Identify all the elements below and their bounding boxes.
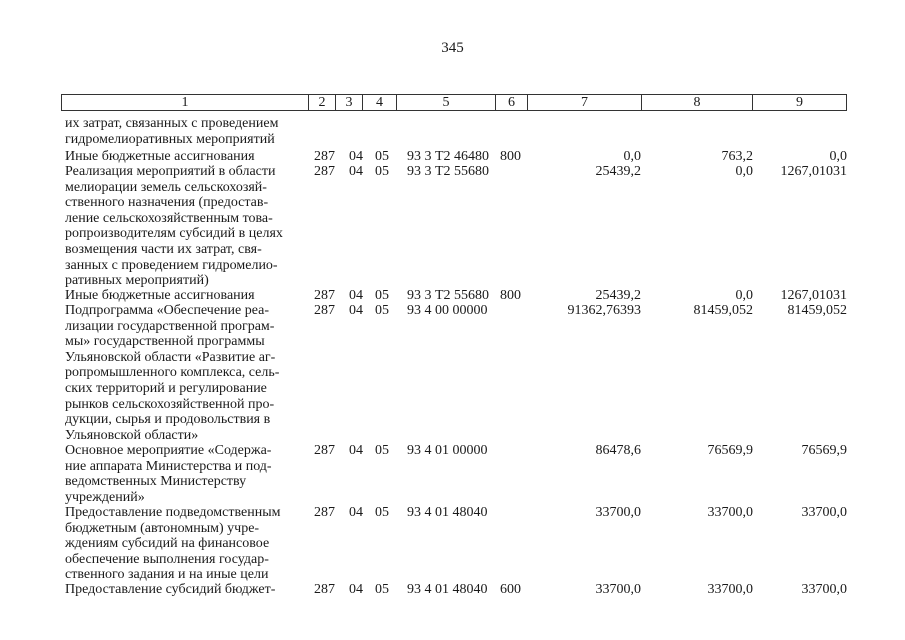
cell-amount-col8: 33700,0	[707, 505, 753, 520]
description-line: ропромышленного комплекса, сель-	[65, 365, 280, 381]
description-line: учреждений»	[65, 489, 145, 505]
cell-subsection: 05	[375, 303, 389, 318]
cell-subsection: 05	[375, 582, 389, 597]
description-line: лизации государственной програм-	[65, 318, 275, 334]
row-description	[65, 164, 303, 289]
description-line: Основное мероприятие «Содержа-	[65, 443, 272, 458]
cell-expense-type: 800	[500, 288, 521, 303]
row-description	[65, 505, 303, 583]
description-line: Ульяновской области «Развитие аг-	[65, 349, 276, 365]
cell-amount-col8: 763,2	[721, 149, 753, 164]
description-line: занных с проведением гидромелио-	[65, 257, 278, 273]
cell-amount-col8: 0,0	[735, 288, 753, 303]
cell-amount-col9: 33700,0	[801, 582, 847, 597]
description-line: возмещения части их затрат, свя-	[65, 241, 262, 257]
cell-amount-col9: 33700,0	[801, 505, 847, 520]
description-line: мы» государственной программы	[65, 334, 265, 350]
cell-amount-col8: 0,0	[735, 164, 753, 179]
cell-expense-type: 600	[500, 582, 521, 597]
cell-section: 04	[349, 582, 363, 597]
cell-chapter: 287	[314, 164, 335, 179]
row-description	[65, 303, 303, 443]
cell-chapter: 287	[314, 582, 335, 597]
cell-amount-col8: 76569,9	[707, 443, 753, 458]
row-description	[65, 288, 303, 304]
cell-amount-col8: 33700,0	[707, 582, 753, 597]
description-line: ративных мероприятий)	[65, 273, 209, 289]
description-line: Предоставление подведомственным	[65, 505, 281, 520]
description-line: дукции, сырья и продовольствия в	[65, 412, 271, 428]
description-line: гидромелиоративных мероприятий	[65, 131, 275, 147]
cell-subsection: 05	[375, 149, 389, 164]
cell-target-article: 93 3 Т2 46480	[407, 149, 490, 164]
column-header-6: 6	[496, 95, 528, 110]
description-line: рынков сельскохозяйственной про-	[65, 396, 275, 412]
column-header-7: 7	[528, 95, 642, 110]
cell-target-article: 93 4 01 00000	[407, 443, 488, 458]
description-line: ропроизводителям субсидий в целях	[65, 226, 283, 242]
cell-chapter: 287	[314, 303, 335, 318]
cell-amount-col7: 0,0	[623, 149, 641, 164]
cell-amount-col9: 1267,01031	[780, 288, 847, 303]
description-line: Иные бюджетные ассигнования	[65, 288, 255, 303]
description-line: ление сельскохозяйственным това-	[65, 210, 273, 226]
description-line: ских территорий и регулирование	[65, 380, 267, 396]
description-line: ственного задания и на иные цели	[65, 567, 269, 583]
cell-section: 04	[349, 288, 363, 303]
cell-amount-col9: 0,0	[829, 149, 847, 164]
row-description	[65, 443, 303, 505]
cell-amount-col7: 33700,0	[595, 505, 641, 520]
column-header-2: 2	[309, 95, 336, 110]
cell-target-article: 93 4 01 48040	[407, 505, 488, 520]
description-line: обеспечение выполнения государ-	[65, 551, 269, 567]
table-header	[61, 94, 847, 111]
column-header-8: 8	[642, 95, 753, 110]
cell-section: 04	[349, 164, 363, 179]
cell-section: 04	[349, 443, 363, 458]
cell-amount-col7: 25439,2	[595, 164, 641, 179]
description-line: ственного назначения (предостав-	[65, 195, 269, 211]
cell-section: 04	[349, 149, 363, 164]
cell-subsection: 05	[375, 288, 389, 303]
row-description	[65, 116, 303, 147]
column-header-4: 4	[363, 95, 397, 110]
cell-expense-type: 800	[500, 149, 521, 164]
column-header-5: 5	[397, 95, 496, 110]
column-header-3: 3	[336, 95, 363, 110]
cell-subsection: 05	[375, 164, 389, 179]
cell-amount-col8: 81459,052	[693, 303, 753, 318]
cell-target-article: 93 3 Т2 55680	[407, 164, 490, 179]
description-line: мелиорации земель сельскохозяй-	[65, 179, 267, 195]
page-number: 345	[441, 40, 464, 56]
row-description	[65, 582, 303, 598]
description-line: их затрат, связанных с проведением	[65, 116, 279, 131]
cell-amount-col9: 81459,052	[787, 303, 847, 318]
row-description	[65, 149, 303, 165]
cell-chapter: 287	[314, 505, 335, 520]
description-line: Подпрограмма «Обеспечение реа-	[65, 303, 270, 318]
cell-amount-col7: 25439,2	[595, 288, 641, 303]
description-line: Предоставление субсидий бюджет-	[65, 582, 276, 597]
cell-amount-col9: 76569,9	[801, 443, 847, 458]
column-header-9: 9	[796, 95, 803, 110]
description-line: ждениям субсидий на финансовое	[65, 536, 270, 552]
cell-amount-col7: 33700,0	[595, 582, 641, 597]
cell-amount-col7: 86478,6	[595, 443, 641, 458]
description-line: бюджетным (автономным) учре-	[65, 520, 260, 536]
cell-chapter: 287	[314, 149, 335, 164]
cell-section: 04	[349, 505, 363, 520]
column-header-1: 1	[62, 95, 309, 110]
description-line: ведомственных Министерству	[65, 474, 247, 490]
description-line: Иные бюджетные ассигнования	[65, 149, 255, 164]
description-line: Реализация мероприятий в области	[65, 164, 276, 179]
cell-chapter: 287	[314, 288, 335, 303]
cell-section: 04	[349, 303, 363, 318]
cell-amount-col7: 91362,76393	[567, 303, 641, 318]
cell-subsection: 05	[375, 505, 389, 520]
cell-target-article: 93 3 Т2 55680	[407, 288, 490, 303]
cell-target-article: 93 4 00 00000	[407, 303, 488, 318]
description-line: ние аппарата Министерства и под-	[65, 458, 272, 474]
description-line: Ульяновской области»	[65, 427, 199, 443]
cell-target-article: 93 4 01 48040	[407, 582, 488, 597]
cell-subsection: 05	[375, 443, 389, 458]
cell-chapter: 287	[314, 443, 335, 458]
cell-amount-col9: 1267,01031	[780, 164, 847, 179]
